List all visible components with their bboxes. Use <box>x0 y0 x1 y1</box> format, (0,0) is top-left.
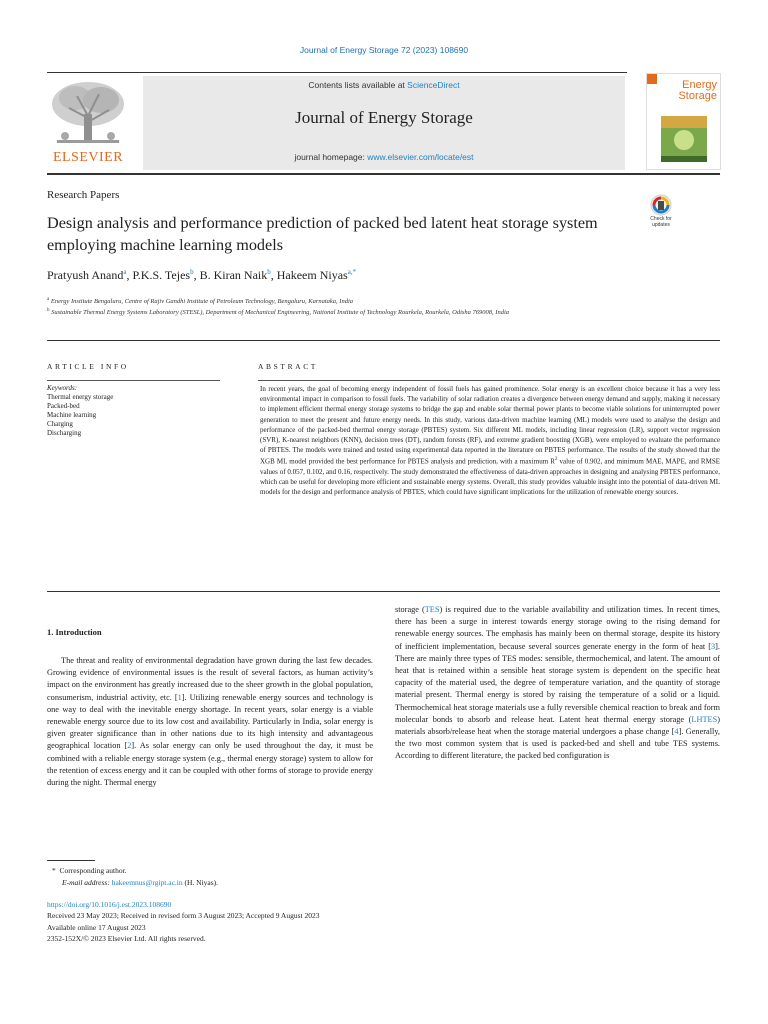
section-divider <box>47 340 720 341</box>
abstract-rule <box>258 380 720 381</box>
email-label: E-mail address: <box>62 878 110 887</box>
header-top-rule <box>47 72 627 73</box>
publisher-wordmark[interactable]: ELSEVIER <box>52 150 124 165</box>
body-text: ) materials absorb/release heat when the storage material undergoes a phase change [ <box>395 714 720 737</box>
tree-icon <box>47 78 129 148</box>
section-kicker: Research Papers <box>47 189 120 201</box>
affiliation-b <box>47 306 622 318</box>
abbreviation-link[interactable]: LHTES <box>691 714 718 724</box>
footnote <box>52 865 218 889</box>
abstract-text <box>260 384 720 498</box>
body-text: The threat and reality of environmental degradation have grown during the last few decades. Growing evidence of environmental issues is the result of several factors, as human activity’s impact on the environment has greatly increased due to the sheer growth in the global population, consumerism, industrial activity, etc. [ <box>47 656 373 702</box>
abbreviation-link[interactable]: TES <box>424 605 440 614</box>
copyright-line: 2352-152X/© 2023 Elsevier Ltd. All rights reserved. <box>47 933 206 943</box>
keyword-item: Charging <box>47 420 73 429</box>
cover-title-line-1: Energy <box>682 79 717 91</box>
keyword-item: Machine learning <box>47 411 97 420</box>
cover-title <box>655 80 717 102</box>
footnote-marker: * <box>52 866 56 875</box>
body-text: ]. As solar energy can only be used throughout the day, it must be combined with a reliable energy storage system (e.g., thermal energy storage) system to allow for the retention of excess energy and it can be coupled with other forms of storage to provide energy during the night. Thermal energy <box>47 741 374 788</box>
journal-name: Journal of Energy Storage <box>295 108 473 127</box>
abstract-part-2: value of 0.902, and minimum MAE, MAPE, and RMSE values of 0.057, 0.102, and 0.16, respectively. The study demonstrated the effectiveness of data-driven approaches in designing and analysing PBTES performance, which can be useful for developing more efficient and sustainable energy systems. Overall, this study provides valuable insight into the potential of data-driven ML models for the design and performance analysis of PBTES, which could have significant implications for the utilization of renewable energy sources. <box>260 457 720 497</box>
contents-line <box>143 80 625 90</box>
contents-prefix: Contents lists available at <box>308 80 408 90</box>
reference-link[interactable]: 3 <box>711 641 716 651</box>
body-text: storage ( <box>395 605 425 614</box>
received-dates: Received 23 May 2023; Received in revised form 3 August 2023; Accepted 9 August 2023 <box>47 911 320 921</box>
sciencedirect-link[interactable]: ScienceDirect <box>407 80 460 90</box>
homepage-link[interactable]: www.elsevier.com/locate/est <box>367 152 474 162</box>
email-link[interactable]: hakeemnus@rgipt.ac.in <box>111 878 183 887</box>
body-text: ]. There are mainly three types of TES modes: sensible, thermochemical, and latent. The amount of heat that is retained within a sensible heat storage system is dependent on the specific heat capacity of the material used, the degree of temperature variation, and the quantity of storage material present. Thermal energy is stored by raising the temperature of a solid or a liquid. Thermochemical heat storage materials use a fully reversible chemical reaction to break and form molecular bonds to absorb and release heat. Latent heat thermal energy storage ( <box>395 641 720 724</box>
author-list: Pratyush Anand$^a$, P.K.S. Tejes$^b$, B. Kiran Naik$^b$, Hakeem Niyas$^{a,*}$ <box>47 268 357 282</box>
body-text: ) is required due to the variable availability and utilization times. In recent times, there has been a surge in interest towards energy storage owing to the rising demand for renewable energy sources. The emphasis has mainly been on thermal storage, despite its history of inefficient implementation, because several sources generate energy in the form of heat [ <box>395 605 720 651</box>
article-title: Design analysis and performance prediction of packed bed latent heat storage system employing machine learning models <box>47 214 598 254</box>
author-name[interactable]: B. Kiran Naik <box>199 268 268 282</box>
body-column-right <box>395 604 720 763</box>
author-name[interactable]: Pratyush Anand <box>47 268 124 282</box>
email-suffix: (H. Niyas). <box>182 878 219 887</box>
introduction-heading: 1. Introduction <box>47 627 102 637</box>
publication-info <box>47 899 319 944</box>
masthead-bottom-rule <box>47 173 720 175</box>
footnote-corresponding: Corresponding author. <box>59 866 127 875</box>
body-text: ]. Generally, the two most common system that is used is packed-bed and shell and tube TES systems. According to different literature, the packed bed configuration is <box>395 727 720 761</box>
journal-cover-thumbnail[interactable] <box>646 73 721 170</box>
check-for-updates-label: Check for updates <box>650 216 672 228</box>
keywords-label: Keywords: <box>47 384 78 392</box>
reference-link[interactable]: 1 <box>177 692 182 702</box>
body-text: ]. Utilizing renewable energy sources and technology is one way to deal with the inevitable energy shortage. In recent years, solar energy is a viable renewable energy source due to its low cost and availability. Particularly in India, solar energy is given greater significance than in other nations due to its high intensity and advantageous geographical location [ <box>47 692 373 751</box>
keywords-list <box>47 384 113 439</box>
homepage-line <box>143 152 625 162</box>
author-affil-marker[interactable]: a,* <box>347 268 357 276</box>
available-online: Available online 17 August 2023 <box>47 922 146 932</box>
abstract-superscript: 2 <box>554 457 558 463</box>
doi-link[interactable]: https://doi.org/10.1016/j.est.2023.108690 <box>47 900 172 909</box>
affiliation-text: Sustainable Thermal Energy Systems Laboratory (STESL), Department of Mechanical Engineering, National Institute of Technology Rourkela, Rourkela, Odisha 769008, India <box>51 309 510 317</box>
author-name[interactable]: Hakeem Niyas <box>276 268 348 282</box>
author-name[interactable]: P.K.S. Tejes <box>132 268 191 282</box>
homepage-prefix: journal homepage: <box>294 152 368 162</box>
author-affil-marker[interactable]: b <box>267 268 271 276</box>
keyword-item: Thermal energy storage <box>47 393 114 402</box>
section-divider <box>47 591 720 592</box>
abstract-heading: ABSTRACT <box>258 362 318 371</box>
affiliation-text: Energy Institute Bengaluru, Centre of Rajiv Gandhi Institute of Petroleum Technology, Bengaluru, Karnataka, India <box>50 298 354 306</box>
keyword-item: Discharging <box>47 429 82 438</box>
reference-link[interactable]: 4 <box>674 727 679 737</box>
author-affil-marker[interactable]: a <box>123 268 127 276</box>
keyword-item: Packed-bed <box>47 402 80 411</box>
article-info-rule <box>47 380 220 381</box>
author-affil-marker[interactable]: b <box>190 268 194 276</box>
affiliation-marker: a <box>47 297 50 302</box>
affiliation-marker: b <box>47 308 50 313</box>
cover-title-line-2: Storage <box>678 90 717 102</box>
footnote-rule <box>47 860 95 861</box>
reference-link[interactable]: 2 <box>127 741 132 751</box>
check-for-updates-badge[interactable] <box>645 193 677 229</box>
body-column-left <box>47 655 373 789</box>
article-info-heading: ARTICLE INFO <box>47 362 129 371</box>
journal-citation[interactable]: Journal of Energy Storage 72 (2023) 108690 <box>299 45 469 55</box>
abstract-part-1: In recent years, the goal of becoming energy independent of fossil fuels has gained prominence. Solar energy is an excellent choice because it has a very less environmental impact in comparison to fossil fuels. The variability of solar radiation creates a divergence between energy demand and supply, making it necessary to implement efficient thermal energy storage systems to bridge the gap and enable solar thermal power plants to become viable solutions for uninterrupted power generation to meet the present and future energy needs. In this study, various data-driven machine learning (ML) models were used to analyse the design and performance of the packed-bed thermal energy storage (PBTES) system. Six different ML models, including linear regression (LR), support vector regression (SVR), K-nearest neighbors (KNN), decision trees (DT), random forests (RF), and extreme gradient boosting (XGB), were employed to evaluate the performance of PBTES. The models were trained and tested using experimental data reported in the literature on PBTES performance. The results of the study showed that the XGB ML model provided the best performance for PBTES analysis and prediction, with a maximum R <box>260 385 720 466</box>
